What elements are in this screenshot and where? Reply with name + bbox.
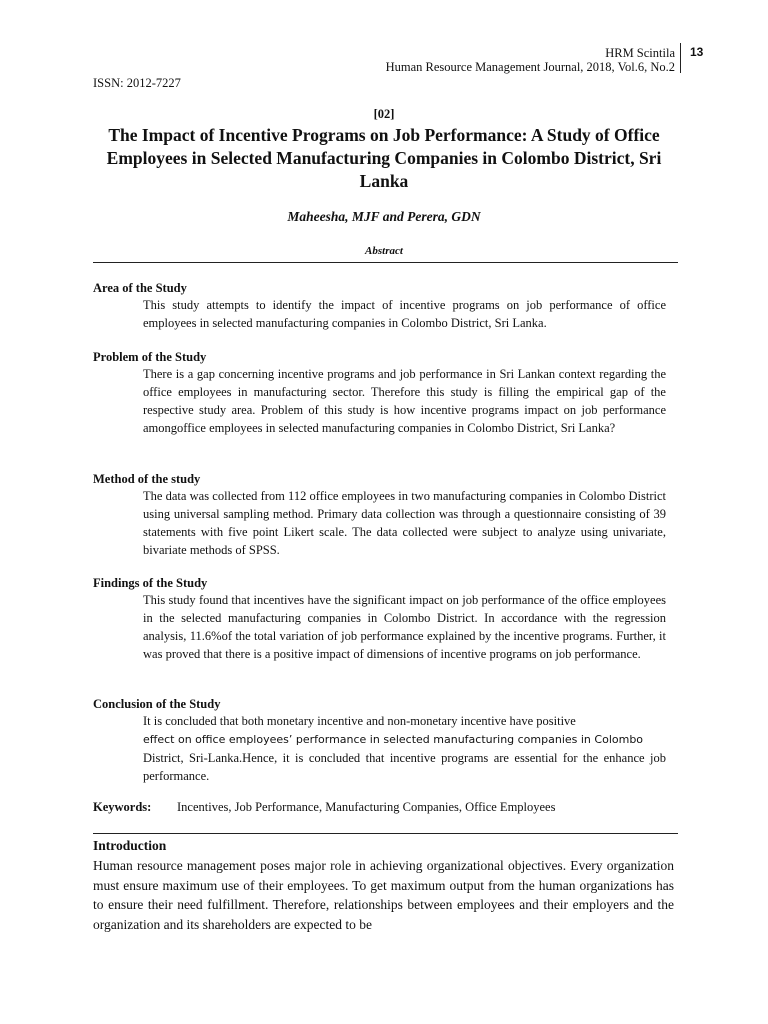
conclusion-line-3: District, Sri-Lanka.Hence, it is concluded that incentive programs are essential for the enhance job performance. xyxy=(143,751,666,783)
abstract-top-rule xyxy=(93,262,678,263)
introduction-heading: Introduction xyxy=(93,838,167,853)
issn: ISSN: 2012-7227 xyxy=(93,76,181,90)
conclusion-line-1: It is concluded that both monetary incentive and non-monetary incentive have positive xyxy=(143,714,576,728)
section-text-area: This study attempts to identify the impact of incentive programs on job performance of office employees in selected manufacturing companies in Colombo District, Sri Lanka. xyxy=(143,298,666,330)
section-area xyxy=(93,280,666,332)
section-text-conclusion xyxy=(143,712,666,785)
keywords-value: Incentives, Job Performance, Manufacturing Companies, Office Employees xyxy=(177,800,556,814)
section-conclusion xyxy=(93,696,666,785)
article-authors: Maheesha, MJF and Perera, GDN xyxy=(287,209,481,224)
section-heading-problem: Problem of the Study xyxy=(93,350,207,364)
section-heading-findings: Findings of the Study xyxy=(93,576,208,590)
article-number: [02] xyxy=(373,107,395,121)
page-number: 13 xyxy=(690,45,704,59)
page-number-divider xyxy=(680,43,681,73)
section-heading-area: Area of the Study xyxy=(93,281,187,295)
keywords-label: Keywords: xyxy=(93,800,152,814)
section-heading-conclusion: Conclusion of the Study xyxy=(93,697,221,711)
journal-full-name: Human Resource Management Journal, 2018, Vol.6, No.2 xyxy=(385,60,675,74)
journal-short-name: HRM Scintila xyxy=(605,46,675,60)
section-problem xyxy=(93,349,666,437)
section-text-findings: This study found that incentives have the significant impact on job performance of the office employees in the selected manufacturing companies in Colombo District. In accordance with the regression analysis, 11.6%of the total variation of job performance explained by the incentive programs. Further, it was proved that there is a positive impact of dimensions of incentive programs on job performance. xyxy=(143,593,666,661)
section-text-problem: There is a gap concerning incentive programs and job performance in Sri Lankan context regarding the office employees in manufacturing sector. Therefore this study is filling the empirical gap of the respective study area. Problem of this study is how incentive programs impact on job performance amongoffice employees in selected manufacturing companies in Colombo District, Sri Lanka? xyxy=(143,367,666,435)
section-findings xyxy=(93,575,666,663)
conclusion-line-2: effect on office employees’ performance in selected manufacturing companies in Colombo xyxy=(143,733,644,746)
section-text-method: The data was collected from 112 office employees in two manufacturing companies in Colombo District using universal sampling method. Primary data collection was through a questionnaire consisting of 39 statements with five point Likert scale. The data collected were subject to analyze using univariate, bivariate methods of SPSS. xyxy=(143,489,666,557)
keywords xyxy=(93,800,555,815)
section-method xyxy=(93,471,666,559)
article-title: The Impact of Incentive Programs on Job Performance: A Study of Office Employees in Selected Manufacturing Companies in Colombo District, Sri Lanka xyxy=(106,125,662,191)
introduction-text: Human resource management poses major role in achieving organizational objectives. Every organization must ensure maximum use of their employees. To get maximum output from the human organizations has to ensure their need fulfillment. Therefore, relationships between employees and their employers and the organization and its shareholders are expected to be xyxy=(93,858,674,932)
keywords-bottom-rule xyxy=(93,833,678,834)
section-heading-method: Method of the study xyxy=(93,472,201,486)
abstract-label: Abstract xyxy=(365,245,403,257)
